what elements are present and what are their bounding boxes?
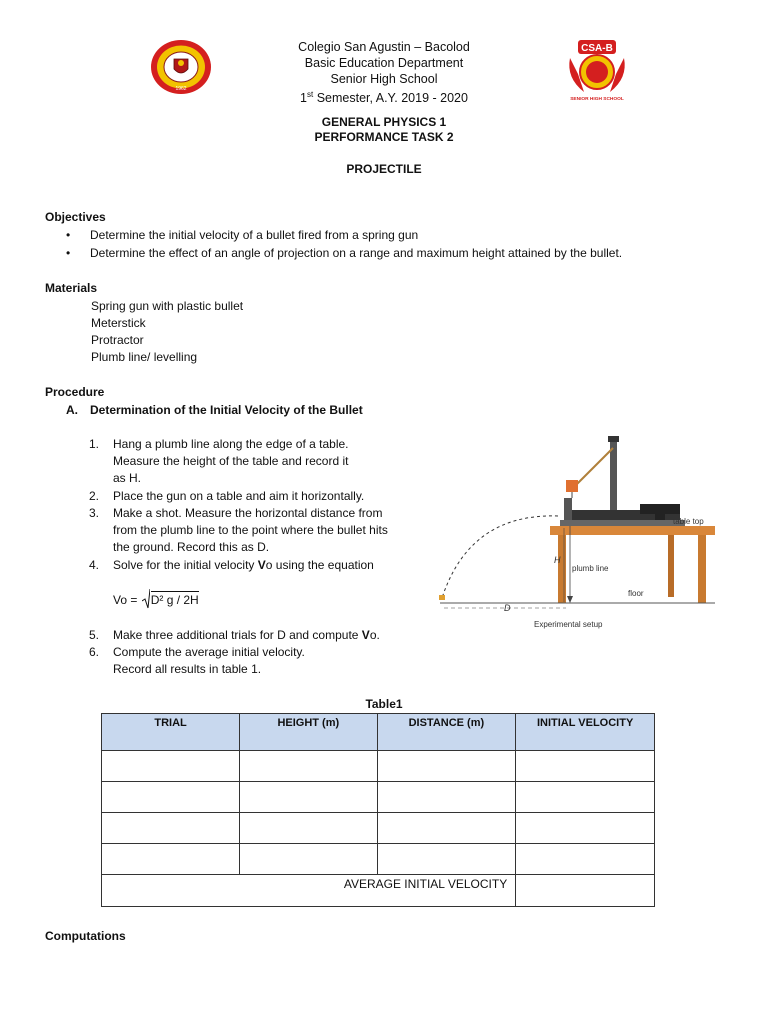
step-1-cont: Measure the height of the table and record it	[113, 454, 349, 468]
header-trial: TRIAL	[102, 714, 240, 751]
table1	[101, 713, 655, 907]
subject-title: GENERAL PHYSICS 1	[321, 115, 447, 129]
material-item: Spring gun with plastic bullet	[91, 299, 244, 313]
step-5: 5. Make three additional trials for D and compute Vo.	[89, 628, 380, 642]
step-4: 4. Solve for the initial velocity Vo using the equation	[89, 558, 374, 572]
material-item: Protractor	[91, 333, 144, 347]
logo-subtext: SENIOR HIGH SCHOOL	[570, 97, 624, 102]
objective-item: • Determine the initial velocity of a bullet fired from a spring gun	[66, 228, 419, 242]
label-H: H	[554, 555, 561, 565]
semester-line: 1st Semester, A.Y. 2019 - 2020	[300, 90, 468, 106]
figure-caption: Experimental setup	[534, 620, 603, 629]
trajectory	[442, 516, 558, 598]
computations-heading: Computations	[45, 929, 126, 943]
school-name: Colegio San Agustin – Bacolod	[298, 40, 470, 54]
table-row	[102, 813, 655, 844]
header-velocity: INITIAL VELOCITY	[516, 714, 655, 751]
logo-text: CSA-B	[581, 43, 613, 54]
average-row	[102, 875, 655, 907]
experimental-setup-figure	[430, 428, 720, 636]
topic-title: PROJECTILE	[346, 162, 422, 176]
label-D: D	[504, 603, 511, 613]
table-top	[550, 526, 715, 535]
step-3-cont: the ground. Record this as D.	[113, 540, 270, 554]
table-row	[102, 844, 655, 875]
equation: Vo = D² g / 2H	[113, 593, 199, 607]
label-floor: floor	[628, 589, 644, 598]
task-title: PERFORMANCE TASK 2	[314, 130, 454, 144]
department-name: Basic Education Department	[304, 56, 464, 70]
objectives-heading: Objectives	[45, 210, 106, 224]
material-item: Plumb line/ levelling	[91, 350, 198, 364]
label-plumb: plumb line	[572, 564, 609, 573]
table-header-row	[102, 714, 655, 751]
step-1-cont: as H.	[113, 471, 142, 485]
sqrt-symbol	[142, 588, 150, 610]
table1-title: Table1	[365, 697, 403, 711]
part-a-heading: A. Determination of the Initial Velocity of the Bullet	[66, 403, 363, 417]
seal-year: 1962	[175, 86, 187, 92]
label-tabletop: table top	[673, 517, 704, 526]
table-row	[102, 751, 655, 782]
table-row	[102, 782, 655, 813]
average-value-cell[interactable]	[516, 875, 655, 907]
school-level: Senior High School	[330, 72, 438, 86]
step-3-cont: from the plumb line to the point where the bullet hits	[113, 523, 388, 537]
average-label: AVERAGE INITIAL VELOCITY	[102, 875, 516, 907]
procedure-heading: Procedure	[45, 385, 105, 399]
step-1: 1. Hang a plumb line along the edge of a table.	[89, 437, 349, 451]
header-height: HEIGHT (m)	[240, 714, 377, 751]
step-6: 6. Compute the average initial velocity.	[89, 645, 305, 659]
objective-item: • Determine the effect of an angle of projection on a range and maximum height attained by the bullet.	[66, 246, 623, 260]
materials-heading: Materials	[45, 281, 98, 295]
header-distance: DISTANCE (m)	[377, 714, 516, 751]
step-2: 2. Place the gun on a table and aim it horizontally.	[89, 489, 365, 503]
step-3: 3. Make a shot. Measure the horizontal distance from	[89, 506, 383, 520]
weight-block	[566, 480, 578, 492]
material-item: Meterstick	[91, 316, 146, 330]
step-6-cont: Record all results in table 1.	[113, 662, 262, 676]
